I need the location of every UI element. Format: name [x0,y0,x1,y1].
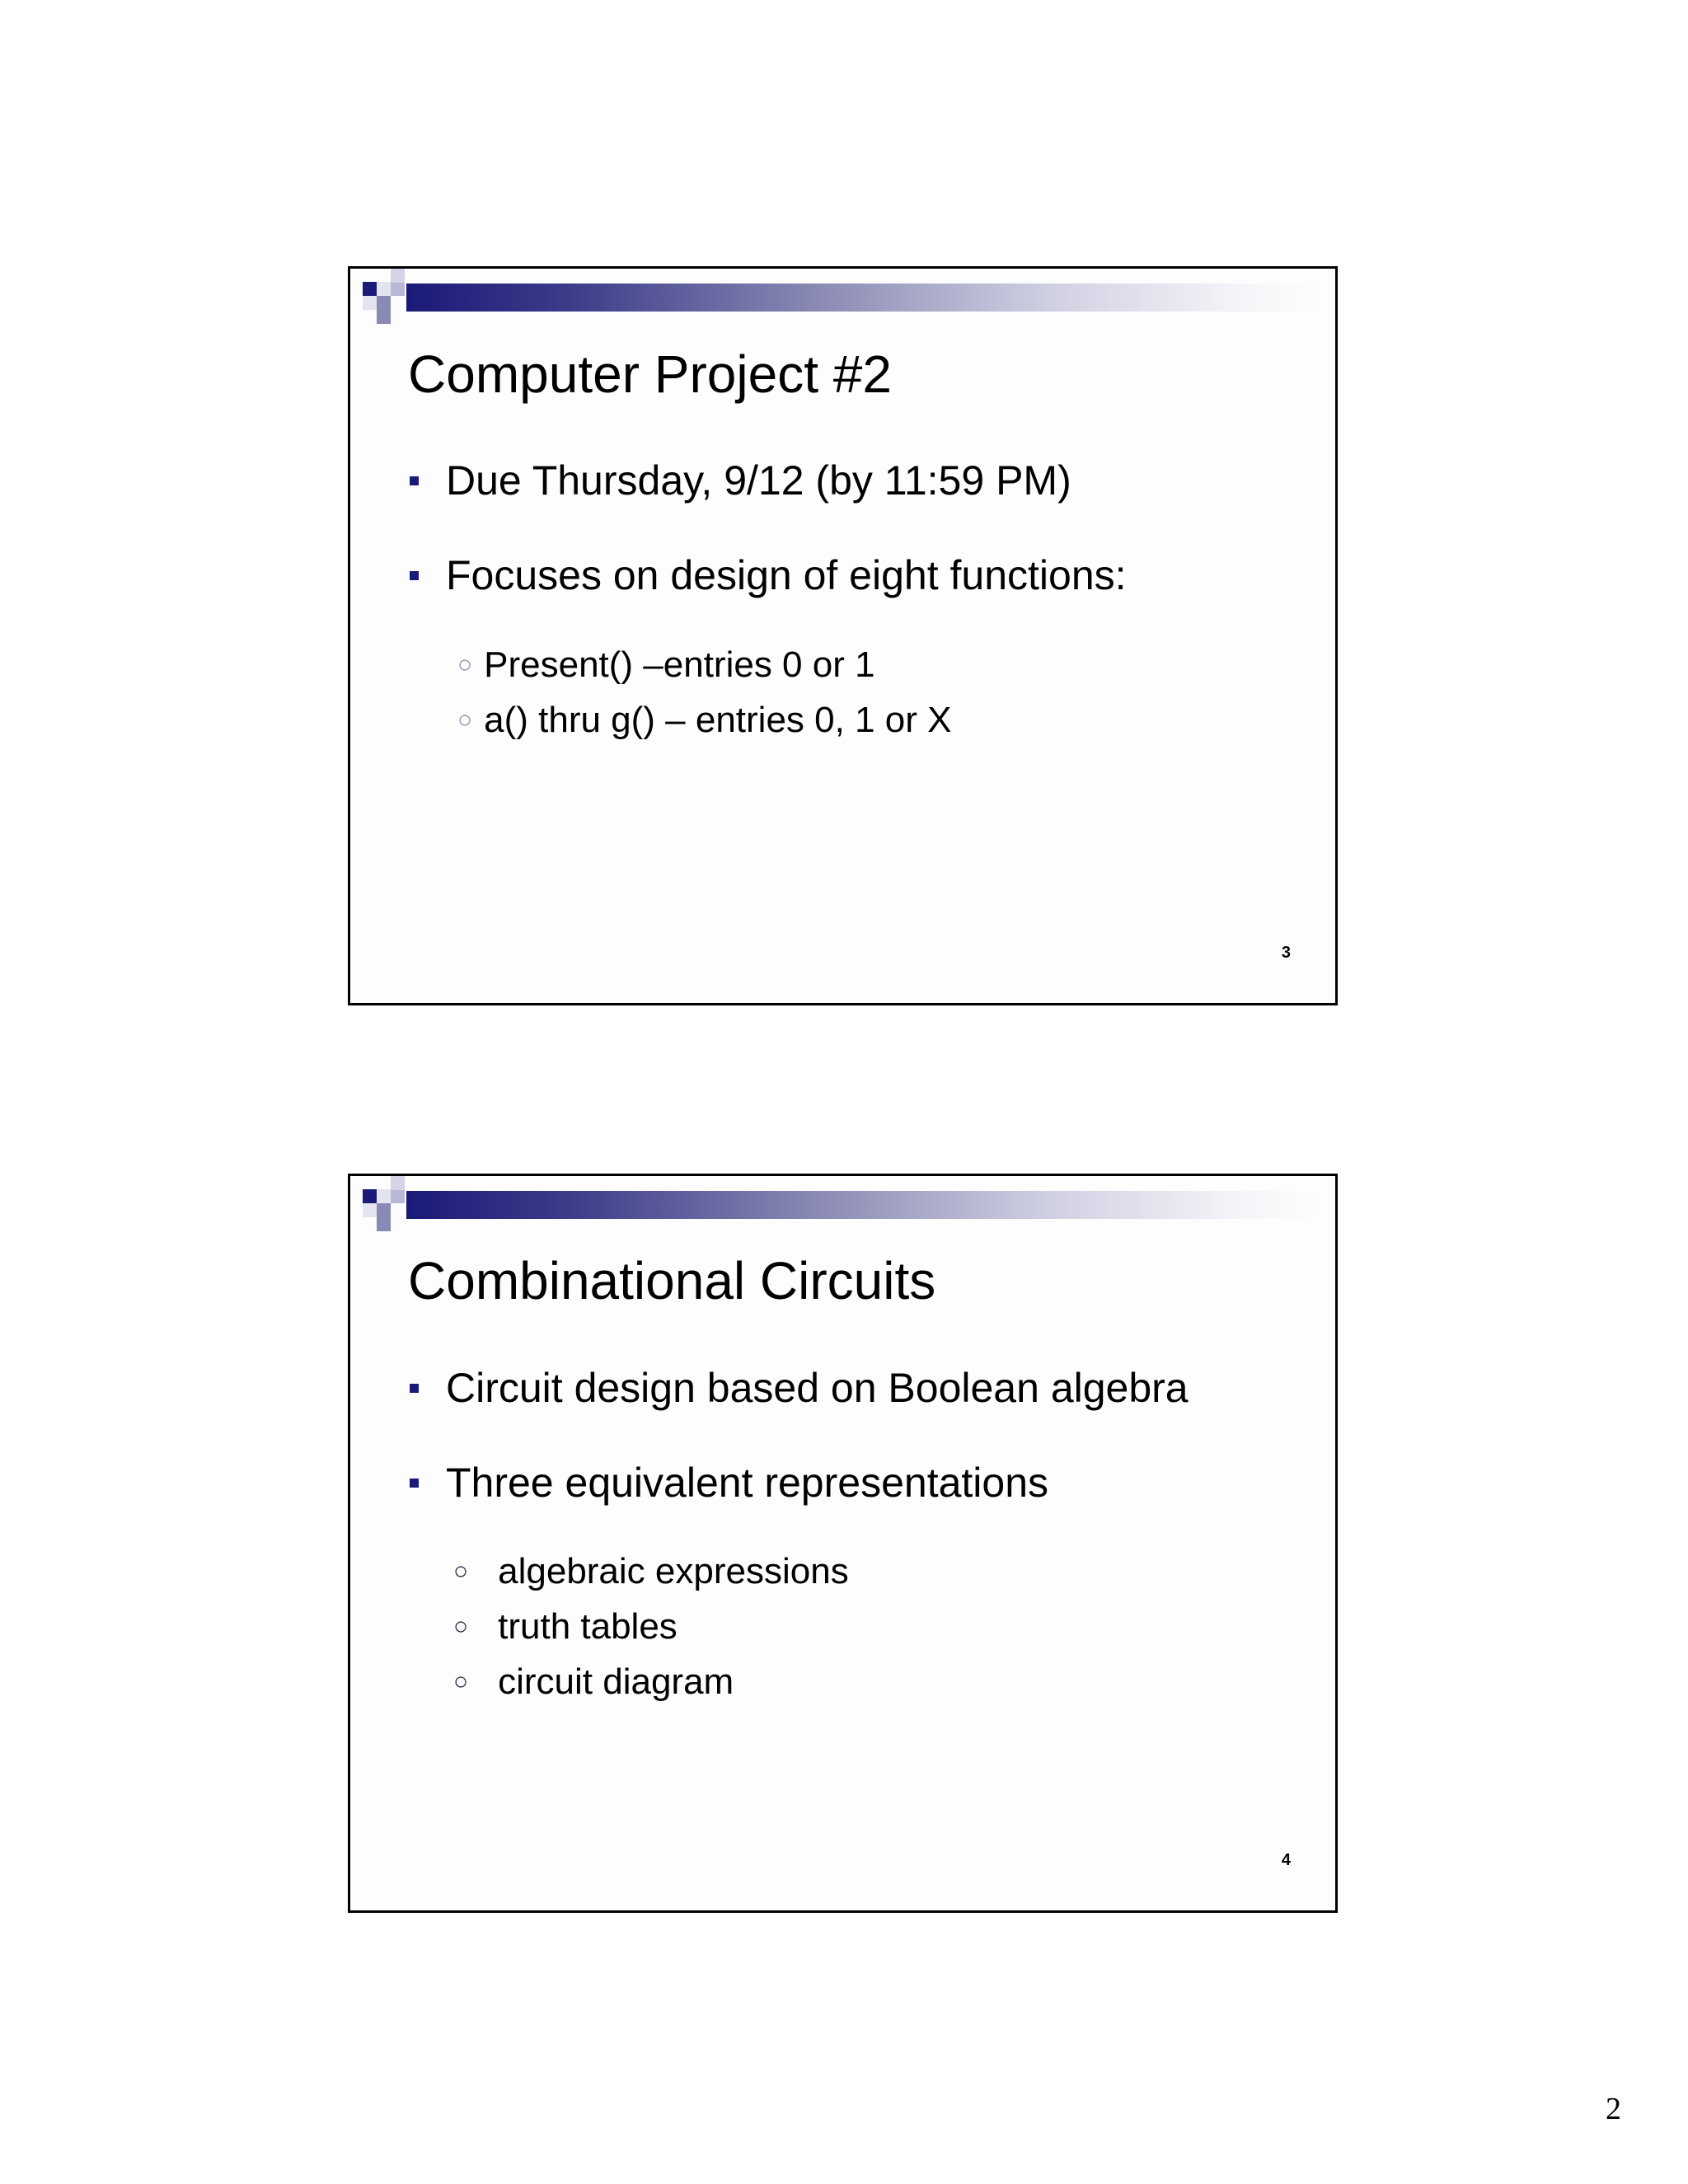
circle-bullet-icon: ○ [457,651,473,678]
bullet-text: Focuses on design of eight functions: [446,552,1127,598]
bullet-text: Circuit design based on Boolean algebra [446,1365,1189,1411]
slide-header-decoration [350,1176,1338,1242]
bullet-item [408,1365,1189,1411]
sub-bullet-item [453,1606,678,1647]
square-bullet-icon [410,1384,419,1393]
slide-4 [348,1174,1338,1913]
bullet-item [408,1460,1049,1506]
sub-bullet-item [457,644,875,685]
square-bullet-icon [410,1479,419,1488]
bullet-text: Due Thursday, 9/12 (by 11:59 PM) [446,457,1071,504]
square-bullet-icon [410,571,419,580]
slide-header-decoration [350,269,1338,335]
sub-bullet-text: Present() –entries 0 or 1 [484,644,875,685]
circle-bullet-icon: ○ [453,1613,469,1640]
sub-bullet-item [453,1661,734,1702]
slide-title: Combinational Circuits [408,1251,936,1310]
sub-bullet-text: circuit diagram [498,1661,734,1702]
slide-title: Computer Project #2 [408,344,892,404]
sub-bullet-item [453,1551,849,1591]
bullet-text: Three equivalent representations [446,1460,1049,1506]
page-number: 2 [1606,2092,1621,2126]
slide-3 [348,266,1338,1005]
slide-number: 4 [1281,1851,1291,1869]
square-bullet-icon [410,476,419,485]
bullet-item [408,552,1127,598]
sub-bullet-text: algebraic expressions [498,1551,849,1591]
circle-bullet-icon: ○ [457,706,473,733]
bullet-item [408,457,1071,504]
sub-bullet-text: a() thru g() – entries 0, 1 or X [484,700,952,740]
slide-number: 3 [1281,944,1291,962]
sub-bullet-item [457,702,951,738]
circle-bullet-icon: ○ [453,1558,469,1585]
sub-bullet-text: truth tables [498,1606,678,1647]
circle-bullet-icon: ○ [453,1668,469,1695]
